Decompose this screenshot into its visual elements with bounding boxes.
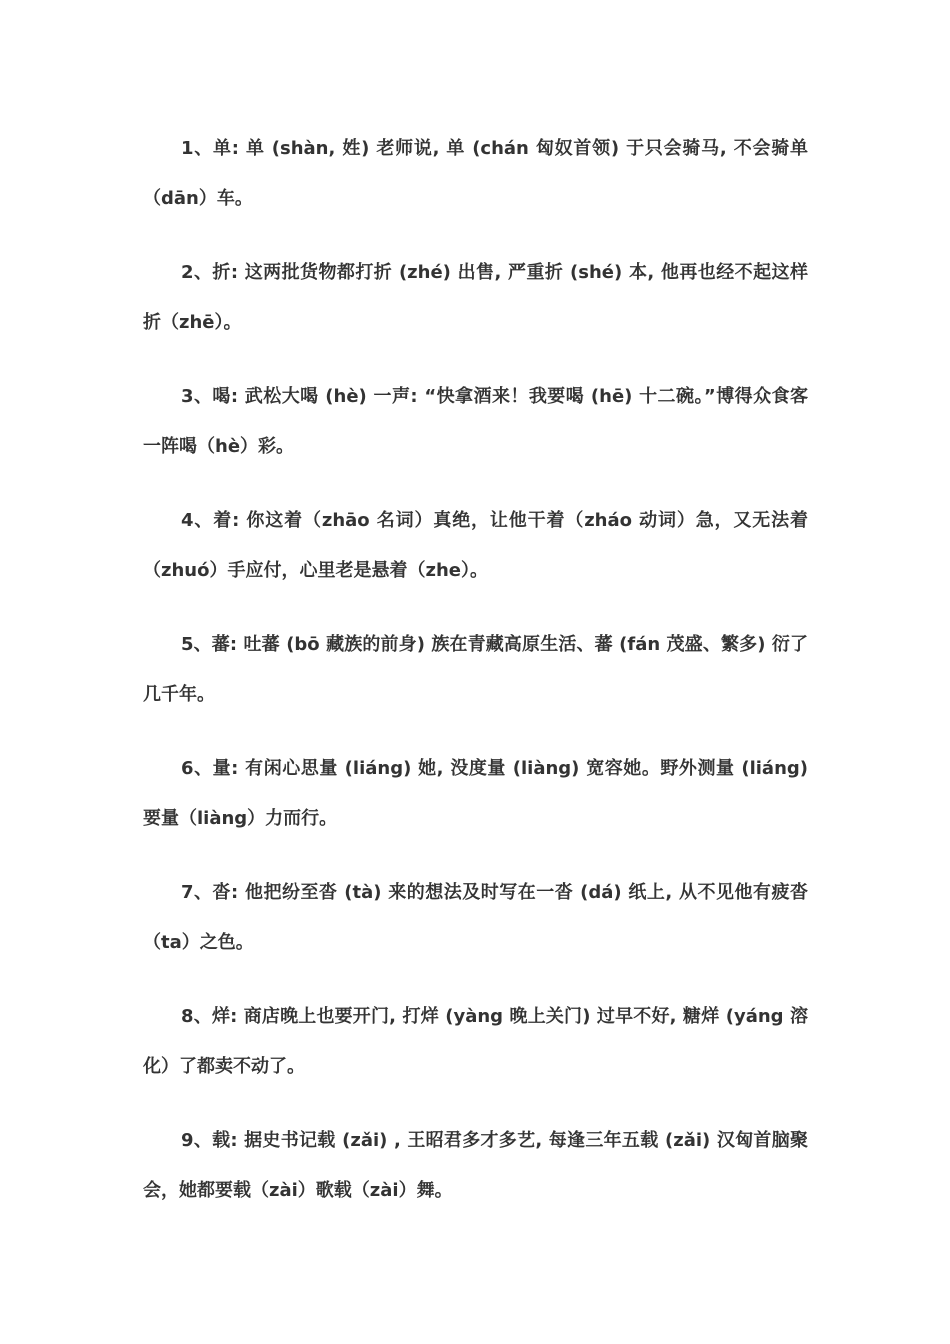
document-body xyxy=(143,124,808,1240)
paragraph-5: 5、蕃: 吐蕃 (bō 藏族的前身) 族在青藏高原生活、蕃 (fán 茂盛、繁多) 衍了几千年。 xyxy=(143,634,808,705)
paragraph-3: 3、喝: 武松大喝 (hè) 一声: “快拿酒来！我要喝 (hē) 十二碗。”博得众食客一阵喝（hè）彩。 xyxy=(143,386,808,457)
paragraph-1: 1、单: 单 (shàn, 姓) 老师说, 单 (chán 匈奴首领) 于只会骑马, 不会骑单（dān）车。 xyxy=(143,138,808,209)
paragraph-8: 8、烊: 商店晚上也要开门, 打烊 (yàng 晚上关门) 过早不好, 糖烊 (yáng 溶化）了都卖不动了。 xyxy=(143,1006,808,1077)
paragraph-2: 2、折: 这两批货物都打折 (zhé) 出售, 严重折 (shé) 本, 他再也经不起这样折（zhē）。 xyxy=(143,262,808,333)
paragraph-9: 9、载: 据史书记载 (zǎi) , 王昭君多才多艺, 每逢三年五载 (zǎi) 汉匈首脑聚会，她都要载（zài）歌载（zài）舞。 xyxy=(143,1130,808,1201)
paragraph-7: 7、沓: 他把纷至沓 (tà) 来的想法及时写在一沓 (dá) 纸上, 从不见他有疲沓（ta）之色。 xyxy=(143,882,808,953)
paragraph-6: 6、量: 有闲心思量 (liáng) 她, 没度量 (liàng) 宽容她。野外测量 (liáng) 要量（liàng）力而行。 xyxy=(143,758,808,829)
paragraph-4: 4、着: 你这着（zhāo 名词）真绝，让他干着（zháo 动词）急，又无法着（zhuó）手应付，心里老是悬着（zhe）。 xyxy=(143,510,808,581)
